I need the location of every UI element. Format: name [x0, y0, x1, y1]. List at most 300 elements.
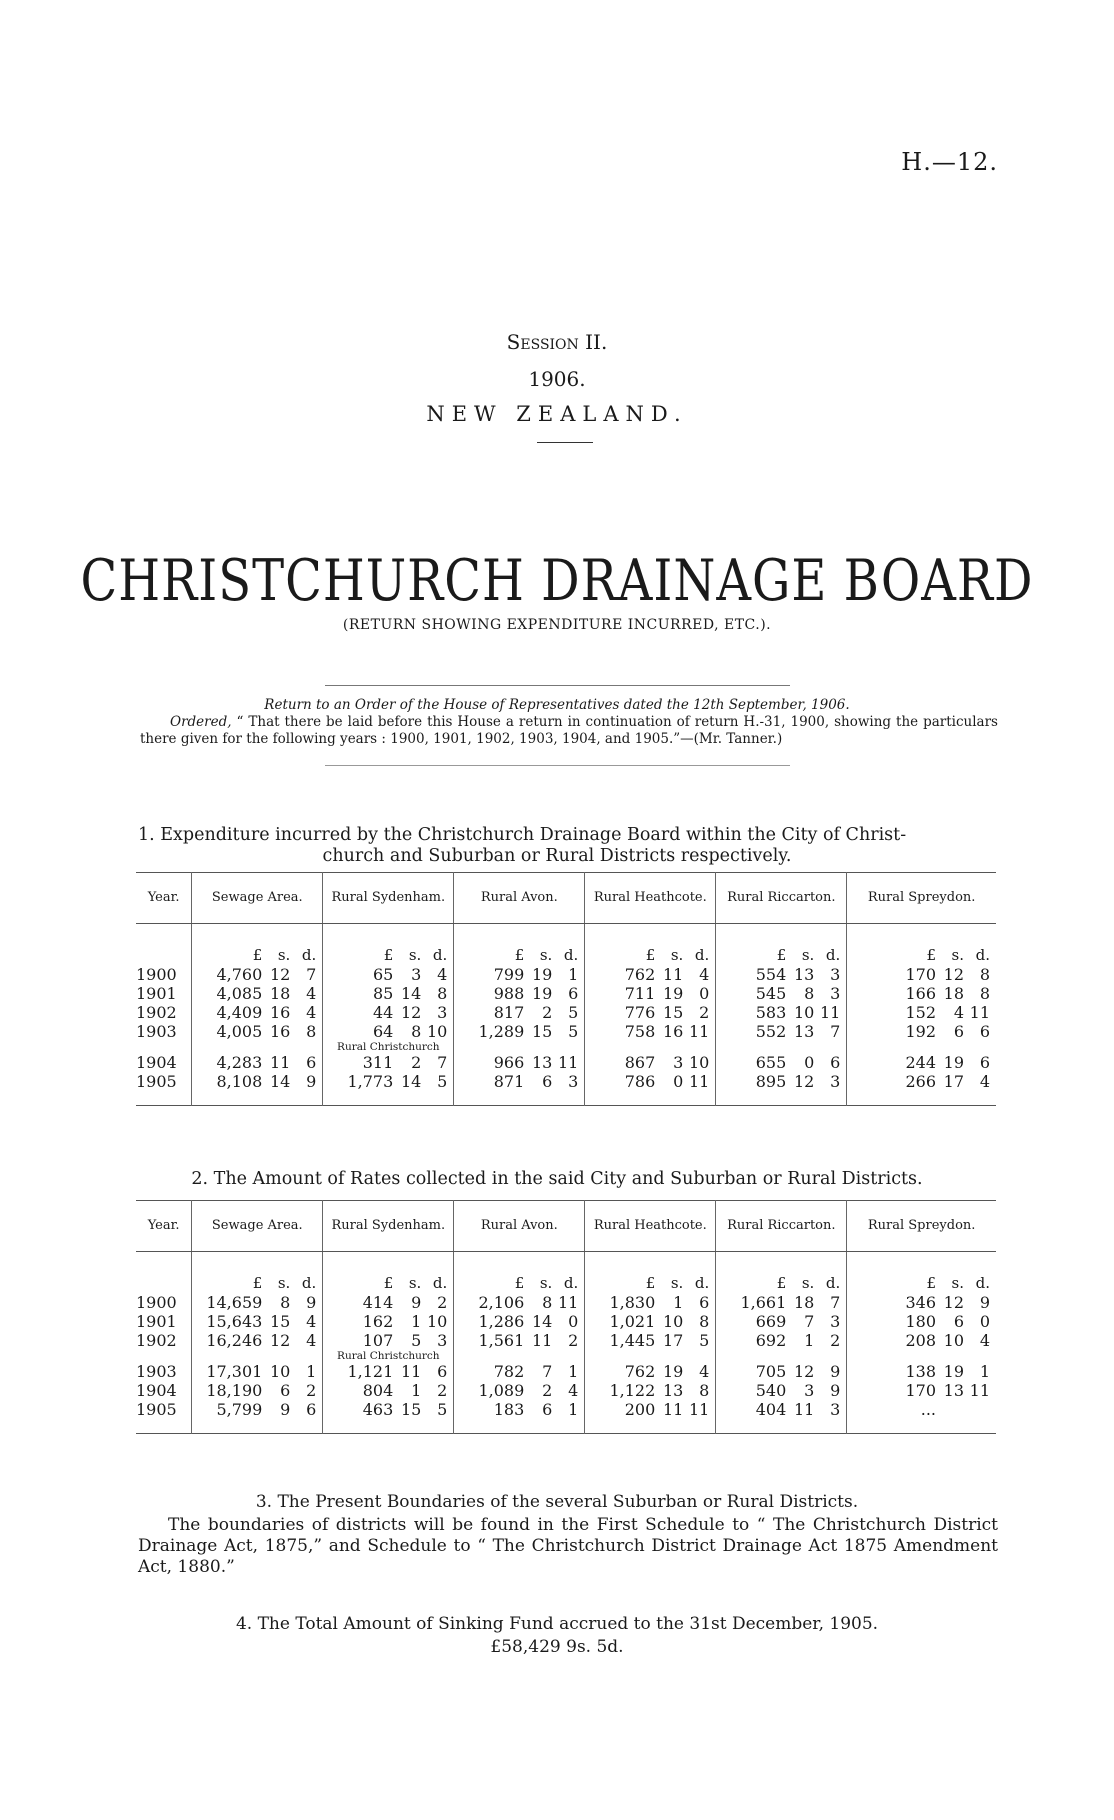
amount-shillings: 15: [662, 1003, 684, 1022]
amount-pounds: 4,760: [216, 965, 263, 984]
amount-pounds: 988: [493, 984, 525, 1003]
amount-shillings: [936, 1400, 964, 1419]
unit-label: £: [776, 1274, 787, 1292]
amount-shillings: 8: [542, 1293, 553, 1312]
unit-label: d.: [975, 946, 990, 964]
unit-label: s.: [670, 946, 684, 964]
amount-pounds: 1,021: [609, 1312, 656, 1331]
unit-label: s.: [951, 946, 964, 964]
amount-shillings: 6: [542, 1400, 553, 1419]
amount-pence: 9: [830, 1362, 841, 1381]
amount-pence: 3: [568, 1072, 579, 1091]
unit-label: £: [514, 1274, 525, 1292]
amount-shillings: 19: [531, 984, 553, 1003]
amount-shillings: 13: [943, 1381, 964, 1400]
amount-shillings: 12: [400, 1003, 422, 1022]
amount-pence: 9: [306, 1293, 317, 1312]
amount-pounds: 346: [905, 1293, 936, 1312]
amount-pounds: 65: [372, 965, 394, 984]
amount-pounds: 4,085: [216, 984, 263, 1003]
amount-pounds: 244: [905, 1053, 936, 1072]
unit-label: £: [776, 946, 787, 964]
amount-pence: 6: [568, 984, 579, 1003]
amount-pence: 7: [830, 1293, 841, 1312]
amount-pence: 4: [979, 1072, 990, 1091]
expenditure-table: [136, 872, 996, 1106]
unit-label: s.: [670, 1274, 684, 1292]
amount-shillings: 8: [411, 1022, 422, 1041]
column-header: Rural Heathcote.: [585, 873, 716, 924]
amount-pounds: 867: [624, 1053, 656, 1072]
amount-shillings: 2: [542, 1381, 553, 1400]
amount-pence: 10: [426, 1022, 448, 1041]
amount-pounds: 799: [493, 965, 525, 984]
amount-pence: 5: [437, 1072, 448, 1091]
amount-pounds: 1,122: [609, 1381, 656, 1400]
unit-label: d.: [563, 1274, 579, 1292]
amount-pounds: 138: [905, 1362, 936, 1381]
amount-shillings: 10: [662, 1312, 684, 1331]
amount-pence: 11: [969, 1381, 990, 1400]
amount-pence: 5: [699, 1331, 710, 1350]
units-row: [136, 1252, 996, 1294]
amount-shillings: 2: [542, 1003, 553, 1022]
unit-label: d.: [975, 1274, 990, 1292]
column-header: Rural Spreydon.: [847, 873, 996, 924]
column-header: Rural Sydenham.: [323, 873, 454, 924]
amount-shillings: 12: [943, 965, 964, 984]
amount-shillings: 10: [943, 1331, 964, 1350]
amount-pounds: 782: [493, 1362, 525, 1381]
amount-pence: 4: [568, 1381, 579, 1400]
amount-pounds: 14,659: [206, 1293, 263, 1312]
column-header: Year.: [136, 873, 192, 924]
amount-pounds: 17,301: [206, 1362, 263, 1381]
unit-label: s.: [408, 946, 422, 964]
amount-pounds: 817: [493, 1003, 525, 1022]
table-row: [136, 1003, 996, 1022]
amount-pence: 7: [306, 965, 317, 984]
amount-pounds: 16,246: [206, 1331, 263, 1350]
amount-pence: 11: [688, 1022, 710, 1041]
amount-pounds: 463: [362, 1400, 394, 1419]
amount-pounds: 540: [755, 1381, 787, 1400]
amount-pence: 6: [699, 1293, 710, 1312]
amount-pounds: 44: [372, 1003, 394, 1022]
amount-pence: 10: [688, 1053, 710, 1072]
amount-shillings: 14: [531, 1312, 553, 1331]
amount-pounds: 786: [624, 1072, 656, 1091]
table-row: [136, 1293, 996, 1312]
amount-pence: 4: [437, 965, 448, 984]
amount-pence: 1: [568, 965, 579, 984]
amount-pence: 11: [557, 1293, 579, 1312]
year-cell: 1902: [136, 1003, 192, 1022]
year-cell: 1904: [136, 1381, 192, 1400]
amount-pence: 0: [568, 1312, 579, 1331]
units-row: [136, 924, 996, 966]
unit-label: £: [926, 946, 936, 964]
column-header: Rural Spreydon.: [847, 1201, 996, 1252]
amount-pounds: 64: [372, 1022, 394, 1041]
amount-shillings: 11: [531, 1331, 553, 1350]
section3-title: 3. The Present Boundaries of the several Suburban or Rural Districts.: [255, 1492, 859, 1512]
amount-pence: 10: [426, 1312, 448, 1331]
amount-shillings: 1: [411, 1381, 422, 1400]
amount-shillings: 1: [411, 1312, 422, 1331]
amount-pounds: 1,286: [478, 1312, 525, 1331]
amount-pounds: 414: [362, 1293, 394, 1312]
section2-title: 2. The Amount of Rates collected in the said City and Suburban or Rural Districts.: [191, 1169, 923, 1189]
amount-pence: 4: [699, 965, 710, 984]
amount-shillings: 15: [531, 1022, 553, 1041]
unit-label: d.: [563, 946, 579, 964]
amount-pounds: 183: [493, 1400, 525, 1419]
unit-label: s.: [408, 1274, 422, 1292]
amount-pence: 4: [699, 1362, 710, 1381]
amount-pence: 11: [969, 1003, 990, 1022]
amount-pence: 11: [688, 1400, 710, 1419]
column-header: Sewage Area.: [192, 873, 323, 924]
amount-pence: 1: [568, 1362, 579, 1381]
column-header: Sewage Area.: [192, 1201, 323, 1252]
amount-pence: 4: [306, 984, 317, 1003]
amount-pounds: 266: [905, 1072, 936, 1091]
session-year: 1906.: [528, 367, 586, 391]
amount-shillings: 0: [804, 1053, 815, 1072]
amount-pence: [964, 1400, 996, 1419]
amount-pounds: 758: [624, 1022, 656, 1041]
sub-label-row: [136, 1350, 996, 1362]
amount-pence: 2: [306, 1381, 317, 1400]
amount-pence: 8: [979, 984, 990, 1003]
sinking-fund-amount: £58,429 9s. 5d.: [490, 1637, 624, 1657]
amount-shillings: 10: [793, 1003, 815, 1022]
unit-label: £: [645, 1274, 656, 1292]
amount-shillings: 19: [943, 1053, 964, 1072]
amount-shillings: 12: [269, 1331, 291, 1350]
amount-shillings: 9: [280, 1400, 291, 1419]
amount-pounds: 192: [905, 1022, 936, 1041]
amount-shillings: 11: [793, 1400, 815, 1419]
amount-pence: 6: [979, 1022, 990, 1041]
amount-pounds: 8,108: [216, 1072, 263, 1091]
divider: [537, 442, 593, 443]
unit-label: s.: [277, 946, 291, 964]
country-heading: NEW ZEALAND.: [426, 402, 688, 426]
amount-shillings: 14: [400, 1072, 422, 1091]
rural-christchurch-label: Rural Christchurch: [337, 1350, 440, 1362]
column-header: Rural Avon.: [454, 1201, 585, 1252]
amount-shillings: 11: [400, 1362, 422, 1381]
amount-shillings: 19: [662, 1362, 684, 1381]
year-cell: 1905: [136, 1400, 192, 1419]
unit-label: s.: [277, 1274, 291, 1292]
amount-shillings: 14: [400, 984, 422, 1003]
unit-label: £: [383, 1274, 394, 1292]
amount-pence: 6: [830, 1053, 841, 1072]
amount-shillings: 18: [943, 984, 964, 1003]
amount-pounds: 583: [755, 1003, 787, 1022]
amount-shillings: 19: [943, 1362, 964, 1381]
amount-shillings: 11: [662, 965, 684, 984]
year-cell: 1900: [136, 965, 192, 984]
amount-shillings: 8: [804, 984, 815, 1003]
amount-shillings: 1: [673, 1293, 684, 1312]
amount-pounds: 1,561: [478, 1331, 525, 1350]
column-header: Rural Riccarton.: [716, 873, 847, 924]
unit-label: £: [252, 1274, 263, 1292]
column-header: Rural Riccarton.: [716, 1201, 847, 1252]
amount-shillings: 18: [269, 984, 291, 1003]
amount-pence: 3: [437, 1331, 448, 1350]
ordered-lead: Ordered,: [170, 714, 232, 730]
amount-shillings: 6: [953, 1022, 964, 1041]
amount-pence: 8: [437, 984, 448, 1003]
amount-pounds: 166: [905, 984, 936, 1003]
section1-title-line2: church and Suburban or Rural Districts respectively.: [322, 846, 792, 866]
amount-pence: 5: [568, 1022, 579, 1041]
amount-shillings: 16: [662, 1022, 684, 1041]
unit-label: s.: [539, 946, 553, 964]
amount-pence: 2: [568, 1331, 579, 1350]
amount-pence: 8: [699, 1312, 710, 1331]
year-cell: 1905: [136, 1072, 192, 1091]
amount-shillings: 5: [411, 1331, 422, 1350]
divider: [325, 685, 790, 686]
rural-christchurch-label: Rural Christchurch: [337, 1041, 440, 1053]
amount-pounds: 762: [624, 1362, 656, 1381]
amount-pounds: 5,799: [216, 1400, 263, 1419]
amount-shillings: 18: [793, 1293, 815, 1312]
amount-pence: 1: [568, 1400, 579, 1419]
unit-label: d.: [825, 1274, 841, 1292]
amount-shillings: 16: [269, 1003, 291, 1022]
amount-pence: 4: [306, 1331, 317, 1350]
amount-pounds: 711: [624, 984, 656, 1003]
table-row: [136, 1053, 996, 1072]
year-cell: 1903: [136, 1022, 192, 1041]
amount-pence: 1: [306, 1362, 317, 1381]
column-header: Rural Avon.: [454, 873, 585, 924]
amount-pounds: 1,445: [609, 1331, 656, 1350]
amount-pounds: 4,005: [216, 1022, 263, 1041]
amount-shillings: 14: [269, 1072, 291, 1091]
amount-pence: 9: [830, 1381, 841, 1400]
amount-pounds: ...: [920, 1400, 936, 1419]
amount-pounds: 208: [905, 1331, 936, 1350]
amount-shillings: 6: [953, 1312, 964, 1331]
amount-shillings: 13: [531, 1053, 553, 1072]
amount-pence: 7: [437, 1053, 448, 1072]
amount-shillings: 3: [673, 1053, 684, 1072]
page-title: CHRISTCHURCH DRAINAGE BOARD: [80, 548, 1034, 615]
amount-pence: 4: [306, 1003, 317, 1022]
amount-pounds: 552: [755, 1022, 787, 1041]
amount-pence: 1: [979, 1362, 990, 1381]
table-row: [136, 1022, 996, 1041]
amount-shillings: 19: [531, 965, 553, 984]
amount-pence: 3: [830, 1072, 841, 1091]
amount-pence: 4: [979, 1331, 990, 1350]
amount-pence: 8: [979, 965, 990, 984]
amount-pounds: 692: [755, 1331, 787, 1350]
amount-shillings: 9: [411, 1293, 422, 1312]
amount-shillings: 12: [269, 965, 291, 984]
unit-label: s.: [951, 1274, 964, 1292]
amount-pence: 3: [830, 1400, 841, 1419]
table-header-row: [136, 1201, 996, 1252]
amount-pence: 2: [437, 1293, 448, 1312]
rates-collected-table: [136, 1200, 996, 1434]
amount-pounds: 1,121: [347, 1362, 394, 1381]
amount-pence: 0: [699, 984, 710, 1003]
section4-title: 4. The Total Amount of Sinking Fund accrued to the 31st December, 1905.: [235, 1614, 879, 1634]
amount-shillings: 12: [793, 1362, 815, 1381]
amount-pounds: 669: [755, 1312, 787, 1331]
divider: [325, 765, 790, 766]
amount-pounds: 162: [362, 1312, 394, 1331]
table-row: [136, 1362, 996, 1381]
amount-shillings: 6: [542, 1072, 553, 1091]
year-cell: 1904: [136, 1053, 192, 1072]
column-header: Rural Sydenham.: [323, 1201, 454, 1252]
amount-pounds: 545: [755, 984, 787, 1003]
unit-label: d.: [825, 946, 841, 964]
amount-shillings: 11: [269, 1053, 291, 1072]
amount-shillings: 4: [953, 1003, 964, 1022]
table-row: [136, 1312, 996, 1331]
amount-pence: 3: [830, 984, 841, 1003]
table-row: [136, 1381, 996, 1400]
amount-pounds: 170: [905, 1381, 936, 1400]
unit-label: s.: [801, 946, 815, 964]
unit-label: d.: [301, 946, 317, 964]
amount-shillings: 12: [943, 1293, 964, 1312]
amount-shillings: 3: [411, 965, 422, 984]
section3-text: The boundaries of districts will be found in the First Schedule to “ The Christchurch District Drainage Act, 1875,” and Schedule to “ The Christchurch District Drainage Act 1875 Amendment Act, 1880.”: [138, 1515, 998, 1577]
return-order-line: Return to an Order of the House of Representatives dated the 12th September, 1906.: [264, 697, 850, 713]
amount-pounds: 152: [905, 1003, 936, 1022]
amount-shillings: 19: [662, 984, 684, 1003]
year-cell: 1903: [136, 1362, 192, 1381]
amount-pence: 3: [830, 1312, 841, 1331]
amount-pounds: 1,661: [740, 1293, 787, 1312]
amount-pence: 11: [819, 1003, 841, 1022]
section1-title-line1: 1. Expenditure incurred by the Christchurch Drainage Board within the City of Christ-: [138, 825, 907, 845]
amount-pounds: 311: [362, 1053, 394, 1072]
ordered-body: “ That there be laid before this House a return in continuation of return H.-31, 1900, showing the particulars there given for the following years : 1900, 1901, 1902, 1903, 1904, and 1905.”—(Mr. Tanner.): [140, 714, 998, 747]
unit-label: s.: [801, 1274, 815, 1292]
amount-pounds: 15,643: [206, 1312, 263, 1331]
table-header-row: [136, 873, 996, 924]
document-reference: H.—12.: [901, 148, 998, 176]
amount-shillings: 17: [662, 1331, 684, 1350]
amount-pence: 2: [830, 1331, 841, 1350]
unit-label: d.: [694, 1274, 710, 1292]
column-header: Rural Heathcote.: [585, 1201, 716, 1252]
amount-shillings: 2: [411, 1053, 422, 1072]
amount-pounds: 554: [755, 965, 787, 984]
unit-label: £: [252, 946, 263, 964]
amount-pence: 0: [979, 1312, 990, 1331]
year-cell: 1902: [136, 1331, 192, 1350]
amount-shillings: 6: [280, 1381, 291, 1400]
amount-pence: 8: [699, 1381, 710, 1400]
table-row: [136, 984, 996, 1003]
amount-pounds: 655: [755, 1053, 787, 1072]
amount-pounds: 705: [755, 1362, 787, 1381]
amount-pence: 11: [688, 1072, 710, 1091]
amount-pence: 9: [979, 1293, 990, 1312]
table-row: [136, 1331, 996, 1350]
table-row: [136, 965, 996, 984]
amount-pounds: 871: [493, 1072, 525, 1091]
column-header: Year.: [136, 1201, 192, 1252]
amount-shillings: 17: [943, 1072, 964, 1091]
unit-label: £: [514, 946, 525, 964]
amount-shillings: 13: [793, 1022, 815, 1041]
amount-pence: 6: [306, 1053, 317, 1072]
amount-pence: 3: [437, 1003, 448, 1022]
amount-pounds: 804: [362, 1381, 394, 1400]
amount-pence: 6: [437, 1362, 448, 1381]
unit-label: d.: [432, 946, 448, 964]
amount-shillings: 13: [793, 965, 815, 984]
amount-pounds: 1,289: [478, 1022, 525, 1041]
amount-pounds: 966: [493, 1053, 525, 1072]
amount-shillings: 1: [804, 1331, 815, 1350]
amount-pounds: 1,773: [347, 1072, 394, 1091]
amount-pence: 11: [557, 1053, 579, 1072]
table-row: [136, 1400, 996, 1419]
amount-pounds: 180: [905, 1312, 936, 1331]
sub-label-row: [136, 1041, 996, 1053]
page-subtitle: (RETURN SHOWING EXPENDITURE INCURRED, ETC.).: [342, 617, 772, 633]
amount-shillings: 7: [542, 1362, 553, 1381]
amount-shillings: 7: [804, 1312, 815, 1331]
unit-label: d.: [432, 1274, 448, 1292]
amount-pounds: 4,283: [216, 1053, 263, 1072]
amount-shillings: 15: [269, 1312, 291, 1331]
amount-pounds: 200: [624, 1400, 656, 1419]
amount-pounds: 107: [362, 1331, 394, 1350]
amount-pence: 5: [437, 1400, 448, 1419]
amount-pence: 2: [699, 1003, 710, 1022]
amount-pounds: 4,409: [216, 1003, 263, 1022]
order-text: [140, 714, 998, 748]
unit-label: d.: [694, 946, 710, 964]
amount-pence: 5: [568, 1003, 579, 1022]
session-label: Session II.: [506, 330, 608, 354]
unit-label: d.: [301, 1274, 317, 1292]
amount-shillings: 16: [269, 1022, 291, 1041]
amount-pounds: 1,089: [478, 1381, 525, 1400]
amount-shillings: 15: [400, 1400, 422, 1419]
unit-label: £: [926, 1274, 936, 1292]
amount-pence: 9: [306, 1072, 317, 1091]
unit-label: £: [645, 946, 656, 964]
amount-pounds: 170: [905, 965, 936, 984]
amount-pence: 3: [830, 965, 841, 984]
amount-pounds: 895: [755, 1072, 787, 1091]
amount-shillings: 13: [662, 1381, 684, 1400]
amount-pounds: 18,190: [206, 1381, 263, 1400]
amount-pounds: 1,830: [609, 1293, 656, 1312]
year-cell: 1901: [136, 984, 192, 1003]
year-cell: 1900: [136, 1293, 192, 1312]
amount-pounds: 2,106: [478, 1293, 525, 1312]
